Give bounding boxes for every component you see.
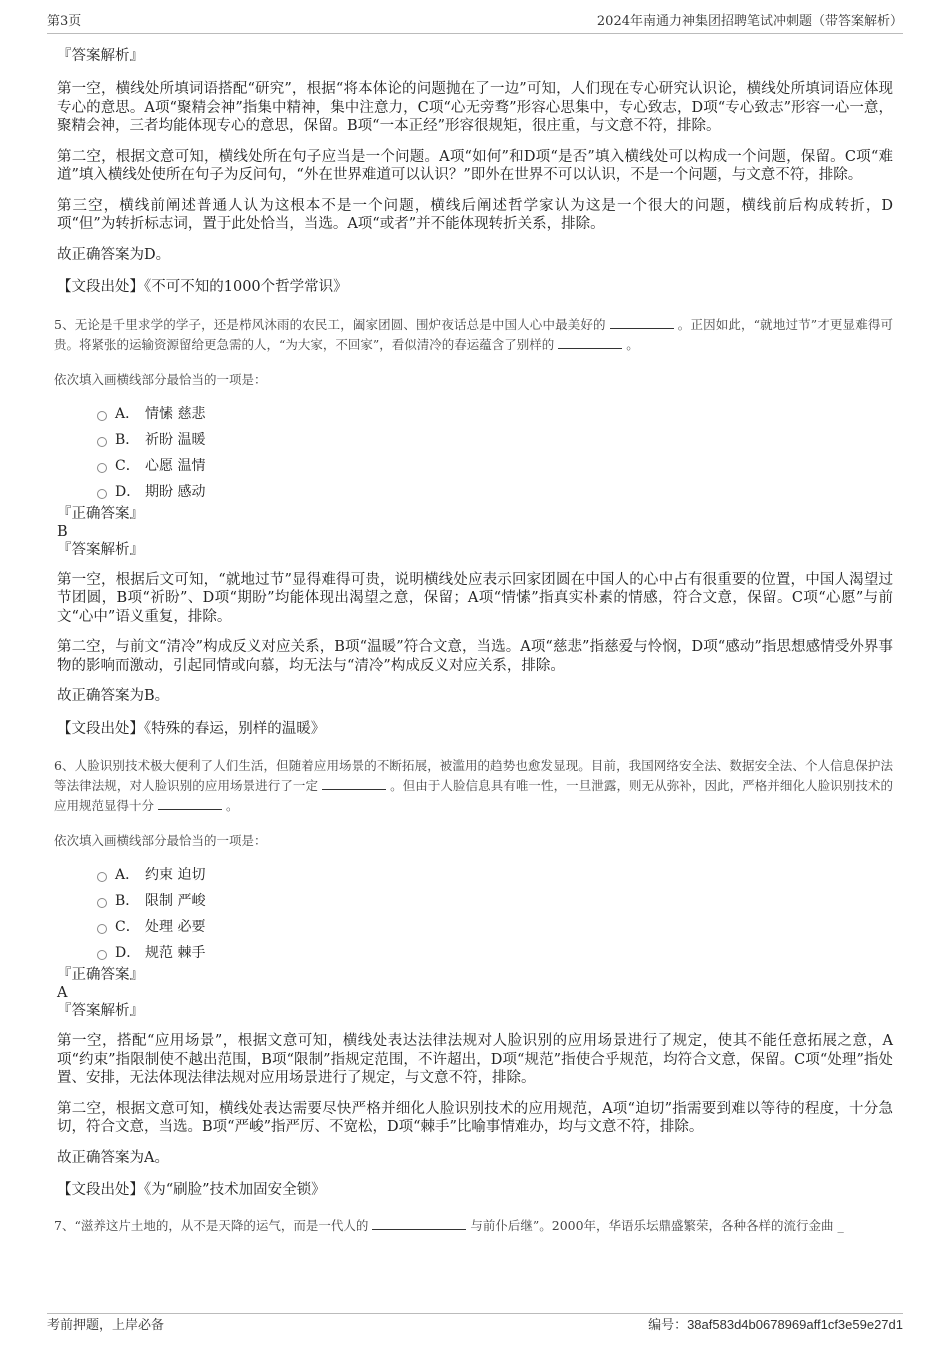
q4-analysis-p1: 第一空，横线处所填词语搭配“研究”，根据“将本体论的问题抛在了一边”可知，人们现在专心研究认识论，横线处所填词语应体现专心的意思。A项“聚精会神”指集中精神，集中注意力，C项“心无旁骛”形容心思集中，专心致志，D项“专心致志”形容一心一意，聚精会神，三者均能体现专心的意思，保留。B项“一本正经”形容很规矩，很庄重，与文意不符，排除。 [57, 81, 893, 134]
document-title: 2024年南通力神集团招聘笔试冲刺题（带答案解析） [596, 14, 903, 29]
footer-slogan: 考前押题，上岸必备 [47, 1318, 165, 1333]
footer-code: 编号：38af583d4b0678969aff1cf3e59e27d1 [648, 1317, 903, 1333]
q5-analysis-p1: 第一空，根据后文可知，“就地过节”显得难得可贵，说明横线处应表示回家团圆在中国人的心中占有很重要的位置，中国人渴望过节团圆，B项“祈盼”、D项“期盼”均能体现出渴望之意，保留；A项“情愫”指真实朴素的情感，符合文意，保留。C项“心愿”与前文“心中”语义重复，排除。 [57, 571, 893, 625]
radio-icon[interactable] [97, 411, 107, 421]
q5-analysis-p2: 第二空，与前文“清冷”构成反义对应关系，B项“温暖”符合文意，当选。A项“慈悲”指慈爱与怜悯，D项“感动”指思想感情受外界事物的影响而激动，引起同情或向慕，均无法与“清冷”构成反义对应关系，排除。 [57, 639, 893, 674]
q4-conclusion: 故正确答案为D。 [57, 246, 171, 263]
q6-option-c[interactable]: C． 处理 必要 [97, 914, 893, 940]
radio-icon[interactable] [97, 872, 107, 882]
radio-icon[interactable] [97, 437, 107, 447]
q6-correct-label: 『正确答案』 [57, 967, 144, 983]
q5-blank-2 [558, 337, 622, 349]
q5-analysis-label: 『答案解析』 [57, 541, 144, 558]
q5-prompt: 依次填入画横线部分最恰当的一项是： [54, 371, 267, 387]
page-footer [47, 1313, 903, 1333]
q6-conclusion: 故正确答案为A。 [57, 1149, 169, 1166]
q6-option-d[interactable]: D． 规范 棘手 [97, 940, 893, 966]
q5-correct-label: 『正确答案』 [57, 505, 144, 522]
radio-icon[interactable] [97, 489, 107, 499]
q6-analysis-p1: 第一空，搭配“应用场景”，根据文意可知，横线处表达法律法规对人脸识别的应用场景进行了规定，使其不能任意拓展之意，A项“约束”指限制使不越出范围，B项“限制”指规定范围，不许超出，D项“规范”指使合乎规范，均符合文意，保留。C项“处理”指处置、安排，无法体现法律法规对应用场景进行了规定，与文意不符，排除。 [57, 1033, 893, 1086]
q5-options [97, 401, 893, 505]
q6-prompt: 依次填入画横线部分最恰当的一项是： [54, 833, 267, 848]
q6-blank-1 [322, 778, 386, 790]
q4-analysis-p3: 第三空，横线前阐述普通人认为这根本不是一个问题，横线后阐述哲学家认为这是一个很大的问题，横线前后构成转折，D项“但”为转折标志词，置于此处恰当，当选。A项“或者”并不能体现转折关系，排除。 [57, 197, 893, 232]
q6-stem: 6、人脸识别技术极大便利了人们生活，但随着应用场景的不断拓展，被滥用的趋势也愈发显现。目前，我国网络安全法、数据安全法、个人信息保护法等法律法规，对人脸识别的应用场景进行了一定 。但由于人脸信息具有唯一性，一旦泄露，则无从弥补，因此，严格并细化人脸识别技术的应用规范显得十分 。 [54, 758, 893, 813]
q4-analysis-p2: 第二空，根据文意可知，横线处所在句子应当是一个问题。A项“如何”和D项“是否”填入横线处可以构成一个问题，保留。C项“难道”填入横线处使所在句子为反问句，“外在世界难道可以认识？”即外在世界不可以认识，不是一个问题，与文意不符，排除。 [57, 148, 893, 183]
q7-blank-1 [372, 1218, 466, 1230]
q5-source: 【文段出处】《特殊的春运，别样的温暖》 [57, 720, 326, 737]
radio-icon[interactable] [97, 924, 107, 934]
q6-analysis-label: 『答案解析』 [57, 1003, 144, 1019]
radio-icon[interactable] [97, 950, 107, 960]
page-header [47, 10, 903, 34]
q5-blank-1 [610, 317, 674, 329]
q4-source: 【文段出处】《不可不知的1000个哲学常识》 [57, 279, 348, 295]
q6-option-b[interactable]: B． 限制 严峻 [97, 888, 893, 914]
q5-option-d[interactable]: D． 期盼 感动 [97, 479, 893, 505]
q5-option-b[interactable]: B． 祈盼 温暖 [97, 427, 893, 453]
q5-conclusion: 故正确答案为B。 [57, 688, 170, 704]
q6-options [97, 862, 893, 966]
q6-option-a[interactable]: A． 约束 迫切 [97, 862, 893, 888]
q6-blank-2 [158, 798, 222, 810]
q6-source: 【文段出处】《为“刷脸”技术加固安全锁》 [57, 1182, 326, 1198]
radio-icon[interactable] [97, 898, 107, 908]
document-body [54, 46, 893, 1236]
page-number: 第3页 [47, 14, 82, 29]
q5-option-c[interactable]: C． 心愿 温情 [97, 453, 893, 479]
q7-stem: 7、“滋养这片土地的，从不是天降的运气，而是一代人的 与前仆后继”。2000年，华语乐坛鼎盛繁荣，各种各样的流行金曲 _ [54, 1217, 844, 1233]
q5-option-a[interactable]: A． 情愫 慈悲 [97, 401, 893, 427]
q6-correct-answer: A [57, 985, 68, 1001]
q4-analysis-label: 『答案解析』 [57, 48, 144, 64]
q5-correct-answer: B [57, 523, 68, 540]
q5-stem: 5、无论是千里求学的学子，还是栉风沐雨的农民工，阖家团圆、围炉夜话总是中国人心中最美好的 。正因如此，“就地过节”才更显难得可贵。将紧张的运输资源留给更急需的人，“为大家，不回家”，看似清冷的春运蕴含了别样的 。 [54, 316, 893, 352]
radio-icon[interactable] [97, 463, 107, 473]
q6-analysis-p2: 第二空，根据文意可知，横线处表达需要尽快严格并细化人脸识别技术的应用规范，A项“迫切”指需要到难以等待的程度，十分急切，符合文意，当选。B项“严峻”指严厉、不宽松，D项“棘手”比喻事情难办，均与文意不符，排除。 [57, 1100, 893, 1135]
